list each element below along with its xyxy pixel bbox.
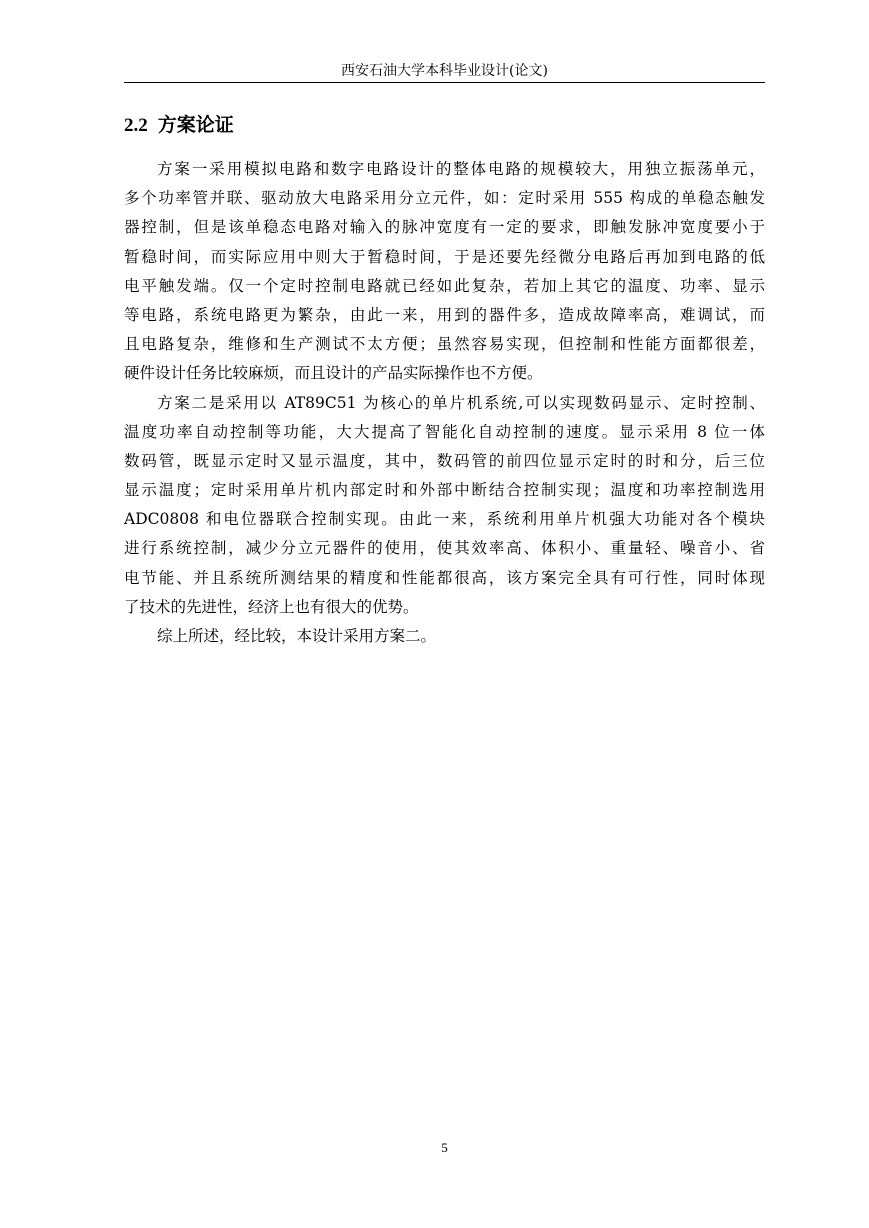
page-number: 5 <box>441 1140 448 1155</box>
paragraph-1-line: 多个功率管并联、驱动放大电路采用分立元件，如：定时采用 555 构成的单稳态触发 <box>124 189 765 208</box>
section-number: 2.2 <box>124 115 148 136</box>
paragraph-2-line: 数码管，既显示定时又显示温度，其中，数码管的前四位显示定时的时和分，后三位 <box>124 451 765 470</box>
paragraph-1-line: 器控制，但是该单稳态电路对输入的脉冲宽度有一定的要求，即触发脉冲宽度要小于 <box>124 218 765 237</box>
header-divider <box>124 82 765 83</box>
paragraph-2-line: 温度功率自动控制等功能，大大提高了智能化自动控制的速度。显示采用 8 位一体 <box>124 422 765 441</box>
section-title: 方案论证 <box>157 114 234 136</box>
section-heading <box>124 112 234 139</box>
paragraph-1-line: 暂稳时间，而实际应用中则大于暂稳时间，于是还要先经微分电路后再加到电路的低 <box>124 247 765 266</box>
paragraph-2-line: 了技术的先进性，经济上也有很大的优势。 <box>124 597 419 616</box>
paragraph-1-line: 且电路复杂，维修和生产测试不太方便；虽然容易实现，但控制和性能方面都很差， <box>124 335 765 354</box>
page-header: 西安石油大学本科毕业设计(论文) <box>341 63 548 79</box>
paragraph-2-line: ADC0808 和电位器联合控制实现。由此一来，系统利用单片机强大功能对各个模块 <box>124 510 765 529</box>
paragraph-1-line: 硬件设计任务比较麻烦，而且设计的产品实际操作也不方便。 <box>124 364 543 383</box>
paragraph-2-line: 方案二是采用以 AT89C51 为核心的单片机系统,可以实现数码显示、定时控制、 <box>157 393 765 412</box>
paragraph-2-line: 显示温度；定时采用单片机内部定时和外部中断结合控制实现；温度和功率控制选用 <box>124 481 765 500</box>
paragraph-2-line: 进行系统控制，减少分立元器件的使用，使其效率高、体积小、重量轻、噪音小、省 <box>124 539 765 558</box>
paragraph-2-line: 电节能、并且系统所测结果的精度和性能都很高，该方案完全具有可行性，同时体现 <box>124 568 765 587</box>
body-text <box>124 155 765 651</box>
paragraph-1-line: 等电路，系统电路更为繁杂，由此一来，用到的器件多，造成故障率高，难调试，而 <box>124 305 765 324</box>
paragraph-3-line: 综上所述，经比较，本设计采用方案二。 <box>157 627 437 645</box>
paragraph-1-line: 电平触发端。仅一个定时控制电路就已经如此复杂，若加上其它的温度、功率、显示 <box>124 276 765 295</box>
paragraph-1-line: 方案一采用模拟电路和数字电路设计的整体电路的规模较大，用独立振荡单元， <box>157 160 765 178</box>
